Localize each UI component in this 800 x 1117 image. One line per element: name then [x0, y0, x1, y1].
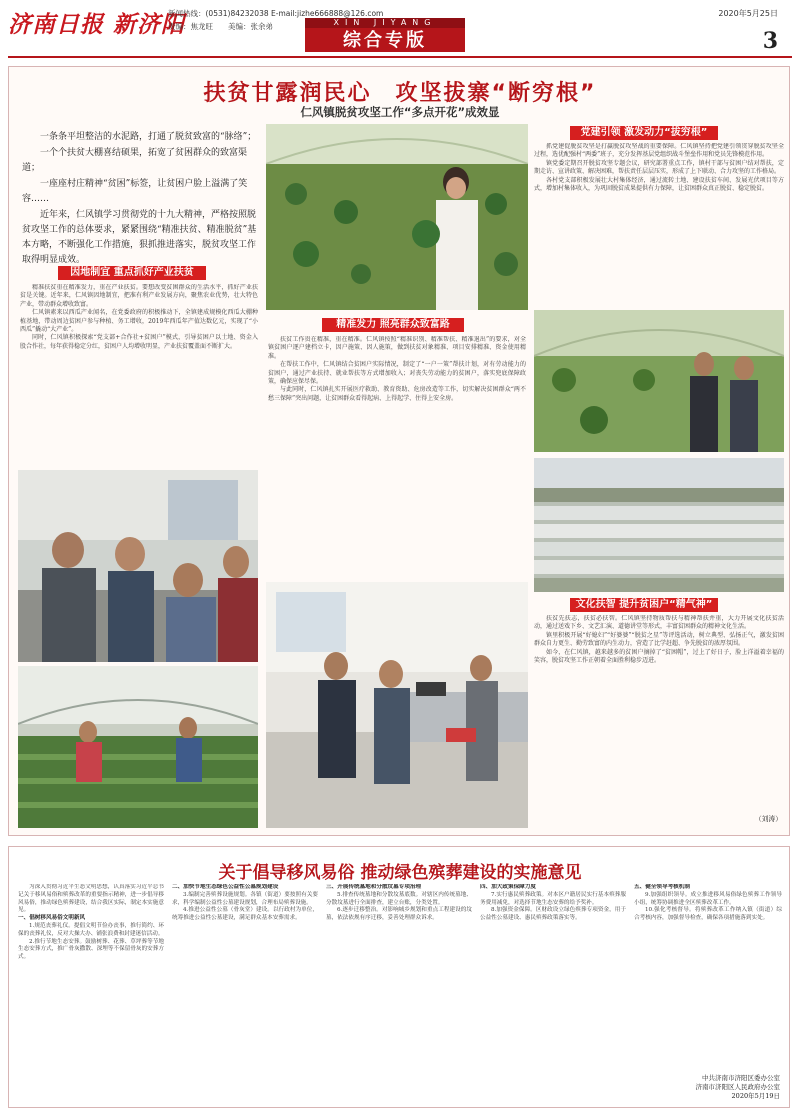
- paragraph: 1.规范丧葬礼仪。提倡文明节俭办丧事，推行简约、环保的丧葬礼仪，反对大操大办、铺张浪费和封建迷信活动。: [18, 922, 164, 937]
- feature-subheadline: 仁风镇脱贫攻坚工作“多点开花”成效显: [300, 105, 500, 119]
- section-body-culture: [534, 615, 784, 807]
- intro-line: 一座座村庄精神“贫困”标签，让贫困户脸上溢满了笑容……: [22, 179, 248, 204]
- paragraph: 扶贫工作贵在精准，重在精准。仁风镇按照“精准识别、精准帮扶、精准退出”的要求，对全镇贫困户逐户建档立卡，因户施策、因人施策，做到扶贫对象精准、项目安排精准、资金使用精准。: [268, 336, 526, 360]
- photo-watermelon-greenhouse: [266, 124, 528, 310]
- paragraph: 在帮扶工作中，仁风镇结合贫困户实际情况，制定了“一户一策”帮扶计划，对有劳动能力的贫困户，通过产业扶持、就业帮扶等方式增加收入；对丧失劳动能力的贫困户，落实兜底保障政策，确保应保尽保。: [268, 361, 526, 386]
- paragraph: 6.逐步迁移整治。对影响城乡规划和重点工程建设的坟墓，依法依规有序迁移，妥善处理群众诉求。: [326, 907, 472, 922]
- masthead-rule: [8, 56, 792, 58]
- issue-date: 2020年5月25日: [718, 9, 778, 18]
- paragraph: 为深入贯彻习近平生态文明思想，认真落实习近平总书记关于移风易俗和殡葬改革的重要指示精神，进一步倡导移风易俗，推动绿色殡葬建设，结合我区实际，制定本实施意见。: [18, 884, 164, 914]
- paragraph: 5.排查传统墓地和分散坟墓底数。对辖区内传统墓地、分散坟墓进行全面排查，建立台账，分类处置。: [326, 891, 472, 906]
- notice-subheading: 三、开展传统墓地和分散坟墓专项治理: [326, 884, 422, 890]
- notice-subheading: 五、健全领导考核机制: [634, 884, 690, 890]
- signature-date: 2020年5月19日: [731, 1092, 780, 1100]
- notice-column-3: [326, 884, 472, 1104]
- photo-household-visit: [18, 470, 258, 662]
- news-hotline: 新闻热线：(0531)84232038 E-mail:jizhe666888@126.com: [168, 9, 384, 18]
- paragraph: 4.推进公益性公墓（骨灰堂）建设。以行政村为单位，统筹推进公益性公墓建设，满足群众基本安葬需求。: [172, 907, 318, 922]
- notice-subheading: 四、加大政策保障力度: [480, 884, 536, 890]
- paragraph: 9.加强组织领导。成立推进移风易俗绿色殡葬工作领导小组，统筹协调推进全区殡葬改革工作。: [634, 891, 782, 906]
- masthead: [0, 0, 800, 58]
- newspaper-logo: 济南日报 新济阳: [8, 11, 186, 38]
- paragraph: 10.强化考核督导。将殡葬改革工作纳入镇（街道）综合考核内容，加强督导检查，确保各项措施落到实处。: [634, 907, 782, 922]
- section-body-precision: [268, 336, 526, 574]
- notice-column-1: [18, 884, 164, 1104]
- paragraph: 精准扶贫重在精准发力，重在产业扶贫。要想改变贫困群众的生活水平，抓好产业扶贫是关键。近年来，仁风镇因地制宜，把准有利产业发展方向，聚焦农业优势，壮大特色产业，带动群众增收致富。: [20, 284, 258, 308]
- signature-line: 中共济南市济阳区委办公室: [702, 1074, 780, 1082]
- notice-column-5: [634, 884, 782, 1034]
- section-heading-industry: 因地制宜 重点抓好产业扶贫: [58, 266, 206, 280]
- section-body-industry: [20, 284, 258, 462]
- paragraph: 抓党建促脱贫攻坚是打赢脱贫攻坚战的重要保障。仁风镇坚持把党建引领贯穿脱贫攻坚全过程，选优配强村“两委”班子，充分发挥基层党组织战斗堡垒作用和党员先锋模范作用。: [534, 143, 784, 159]
- photo-greenhouse-visit: [534, 310, 784, 452]
- section-banner: [305, 18, 465, 52]
- section-heading-culture: 文化扶智 提升贫困户“精气神”: [570, 598, 718, 612]
- feature-headline: 扶贫甘露润民心 攻坚拔寨“断穷根”: [203, 81, 597, 106]
- photo-kitchen-inspection: [266, 582, 528, 828]
- feature-intro: [22, 130, 260, 269]
- intro-line: 近年来，仁风镇学习贯彻党的十九大精神，严格按照脱贫攻坚工作的总体要求，紧紧围绕“精准扶贫、精准脱贫”基本方略，不断强化工作措施，狠抓推进落实，脱贫攻坚工作取得明显成效。: [22, 210, 257, 265]
- paragraph: 3.编制完善殡葬设施规划。各镇（街道）要按照有关要求，科学编制公益性公墓建设规划，合理布局殡葬设施。: [172, 891, 318, 906]
- editor-credits: 责编：焦龙旺 美编：张余弟: [168, 22, 273, 31]
- paragraph: 7.实行惠民殡葬政策。对本区户籍居民实行基本殡葬服务费用减免，对选择节地生态安葬的给予奖补。: [480, 891, 626, 906]
- section-heading-precision: 精准发力 照亮群众致富路: [322, 318, 464, 332]
- photo-greenhouse-seedlings: [18, 666, 258, 828]
- paragraph: 同时，仁风镇积极探索“党支部+合作社+贫困户”模式，引导贫困户以土地、资金入股合作社，每年获得稳定分红，贫困户人均增收明显，产业扶贫覆盖面不断扩大。: [20, 334, 258, 350]
- photo-greenhouse-aerial: [534, 458, 784, 592]
- section-body-party: [534, 143, 784, 303]
- paragraph: 镇党委定期召开脱贫攻坚专题会议，研究部署重点工作，镇村干部与贫困户结对帮扶，定期走访、宣讲政策、解决困难，帮扶责任层层压实，形成了上下联动、合力攻坚的工作格局。: [534, 159, 784, 176]
- paragraph: 与此同时，仁风镇扎实开展医疗救助、教育资助、危房改造等工作，切实解决贫困群众“两不愁三保障”突出问题，让贫困群众看得起病、上得起学、住得上安全房。: [268, 386, 526, 402]
- notice-column-2: [172, 884, 318, 1104]
- section-english-label: XIN JIYANG: [305, 18, 465, 28]
- paragraph: 2.推行节地生态安葬。鼓励树葬、花葬、草坪葬等节地生态安葬方式，推广骨灰撒散、深埋等不保留骨灰的安葬方式。: [18, 938, 164, 961]
- notice-subheading: 二、加快节地生态绿色公益性公墓规划建设: [172, 884, 279, 890]
- notice-subheading: 一、倡树移风易俗文明新风: [18, 915, 86, 922]
- paragraph: 仁风镇素来以西瓜产业闻名，在党委政府的积极推动下，全镇建成规模化西瓜大棚种植基地，带动周边贫困户参与种植、务工增收，2019年西瓜年产值达数亿元，实现了“小西瓜”撬动“大产业”。: [20, 309, 258, 334]
- paragraph: 8.加强资金保障。区财政设立绿色殡葬专项资金，用于公益性公墓建设、惠民殡葬政策落实等。: [480, 907, 626, 922]
- section-heading-party: 党建引领 激发动力“拔穷根”: [570, 126, 718, 140]
- paragraph: 各村党支部积极发展壮大村集体经济，通过流转土地、建设扶贫车间、发展光伏项目等方式，增加村集体收入，为巩固脱贫成果提供有力保障，让贫困群众真正脱贫、稳定脱贫。: [534, 176, 784, 193]
- page-number: 3: [762, 28, 778, 54]
- intro-line: 一个个扶贫大棚喜结硕果，拓宽了贫困群众的致富渠道；: [22, 148, 248, 173]
- signature-line: 济南市济阳区人民政府办公室: [695, 1083, 780, 1091]
- paragraph: 扶贫先扶志，扶贫必扶智。仁风镇坚持物质帮扶与精神帮扶并重，大力开展文化扶贫活动，通过送戏下乡、文艺汇演、道德讲堂等形式，丰富贫困群众的精神文化生活。: [534, 615, 784, 631]
- section-title: 综合专版: [343, 30, 427, 51]
- article-author: （刘涛）: [754, 815, 782, 823]
- notice-headline: 关于倡导移风易俗 推动绿色殡葬建设的实施意见: [218, 863, 582, 883]
- notice-signature: [634, 1074, 780, 1101]
- paragraph: 镇里积极开展“好媳妇”“好婆婆”“脱贫之星”等评选活动，树立典型、弘扬正气，激发贫困群众自力更生、勤劳致富的内生动力，营造了比学赶超、争先脱贫的浓厚氛围。: [534, 631, 784, 648]
- intro-line: 一条条平坦整洁的水泥路，打通了脱贫致富的“脉络”；: [40, 132, 257, 142]
- notice-column-4: [480, 884, 626, 1104]
- paragraph: 如今，在仁风镇，越来越多的贫困户摘掉了“贫困帽”，过上了好日子，脸上洋溢着幸福的笑容，脱贫攻坚工作正朝着全面胜利稳步迈进。: [534, 648, 784, 665]
